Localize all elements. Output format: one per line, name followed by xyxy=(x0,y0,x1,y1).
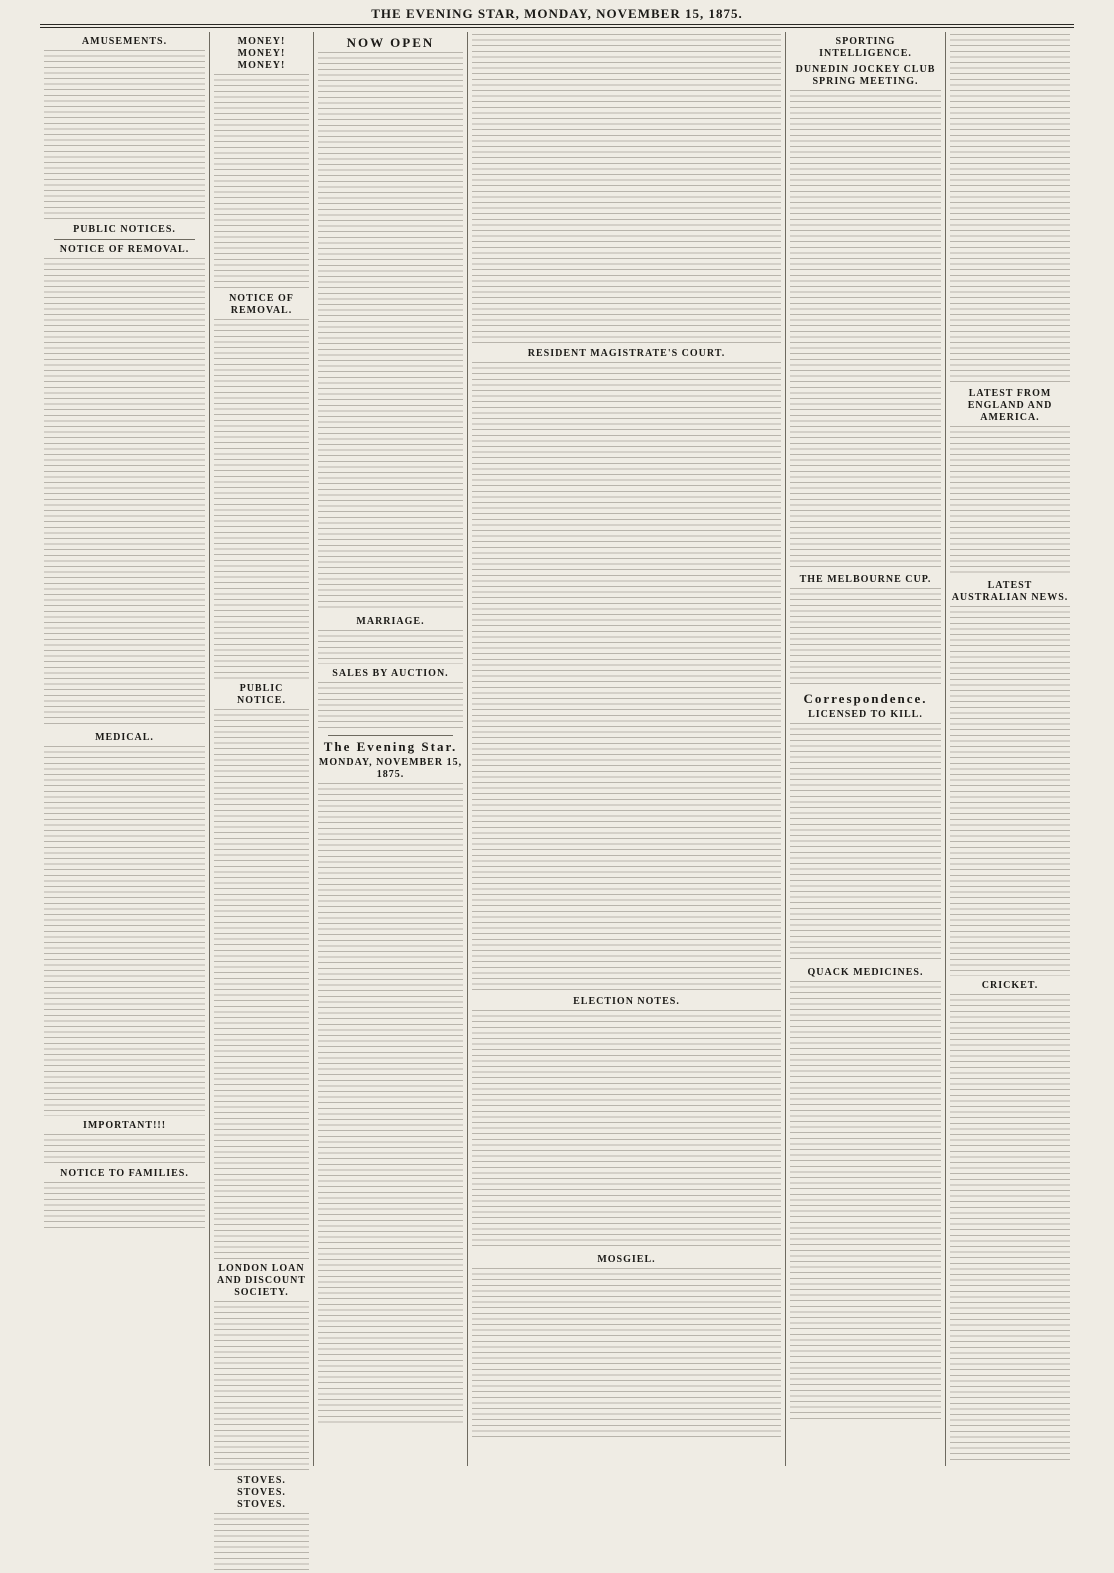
heading-correspondence: Correspondence. xyxy=(803,691,928,706)
body-text xyxy=(318,630,463,664)
heading-sales-by-auction: SALES BY AUCTION. xyxy=(332,668,449,679)
heading-important: IMPORTANT!!! xyxy=(82,1120,167,1131)
body-text xyxy=(44,50,205,220)
body-text xyxy=(790,981,941,1421)
body-text xyxy=(318,682,463,732)
column-2 xyxy=(210,32,314,1510)
body-text xyxy=(318,783,463,1423)
body-text xyxy=(44,1134,205,1164)
body-text xyxy=(44,258,205,728)
body-text xyxy=(790,90,941,570)
body-text xyxy=(950,426,1070,576)
body-text xyxy=(44,746,205,1116)
heading-now-open: NOW OPEN xyxy=(346,35,435,50)
body-text xyxy=(214,1513,309,1573)
heading-latest-australian-news: LATEST AUSTRALIAN NEWS. xyxy=(951,580,1069,603)
heading-melbourne-cup: THE MELBOURNE CUP. xyxy=(799,574,932,585)
heading-loan-society: LONDON LOAN AND DISCOUNT SOCIETY. xyxy=(217,1263,306,1298)
body-text xyxy=(472,34,781,344)
heading-marriage: MARRIAGE. xyxy=(356,616,425,627)
body-text xyxy=(214,1301,309,1471)
heading-public-notice: PUBLIC NOTICE. xyxy=(237,683,286,706)
body-text xyxy=(950,606,1070,976)
heading-public-notices: PUBLIC NOTICES. xyxy=(73,224,176,235)
divider xyxy=(54,239,195,240)
body-text xyxy=(214,709,309,1259)
heading-medical: MEDICAL. xyxy=(95,732,154,743)
body-text xyxy=(950,34,1070,384)
heading-notice-to-families: NOTICE TO FAMILIES. xyxy=(60,1168,189,1179)
heading-licensed-to-kill: LICENSED TO KILL. xyxy=(808,709,923,720)
heading-money: MONEY! MONEY! MONEY! xyxy=(237,36,286,71)
issue-date: MONDAY, NOVEMBER 15, 1875. xyxy=(318,757,463,780)
heading-quack-medicines: QUACK MEDICINES. xyxy=(807,967,924,978)
body-text xyxy=(318,52,463,612)
column-6 xyxy=(946,32,1074,1466)
body-text xyxy=(44,1182,205,1232)
heading-notice-of-removal: NOTICE OF REMOVAL. xyxy=(229,293,294,316)
heading-jockey-club-meeting: DUNEDIN JOCKEY CLUB SPRING MEETING. xyxy=(795,64,936,87)
body-text xyxy=(214,74,309,289)
masthead-rule xyxy=(40,27,1074,28)
heading-sporting-intelligence: SPORTING INTELLIGENCE. xyxy=(819,36,912,59)
column-3 xyxy=(314,32,468,1466)
body-text xyxy=(472,362,781,992)
body-text xyxy=(950,994,1070,1464)
heading-latest-england-america: LATEST FROM ENGLAND AND AMERICA. xyxy=(967,388,1053,423)
body-text xyxy=(790,588,941,688)
heading-resident-magistrates-court: RESIDENT MAGISTRATE'S COURT. xyxy=(527,348,726,359)
heading-cricket: CRICKET. xyxy=(981,980,1039,991)
body-text xyxy=(472,1010,781,1250)
column-4 xyxy=(468,32,786,1466)
heading-notice-of-removal: NOTICE OF REMOVAL. xyxy=(59,244,190,255)
heading-election-notes: ELECTION NOTES. xyxy=(573,996,680,1007)
column-1 xyxy=(40,32,210,1466)
masthead: THE EVENING STAR, MONDAY, NOVEMBER 15, 1875. xyxy=(40,6,1074,25)
heading-amusements: AMUSEMENTS. xyxy=(81,36,168,47)
column-5 xyxy=(786,32,946,1466)
body-text xyxy=(472,1268,781,1438)
body-text xyxy=(790,723,941,963)
heading-stoves: STOVES. STOVES. STOVES. xyxy=(237,1475,286,1510)
divider xyxy=(328,735,453,736)
body-text xyxy=(214,319,309,679)
newspaper-nameplate: The Evening Star. xyxy=(323,739,458,754)
heading-mosgiel: MOSGIEL. xyxy=(597,1254,656,1265)
